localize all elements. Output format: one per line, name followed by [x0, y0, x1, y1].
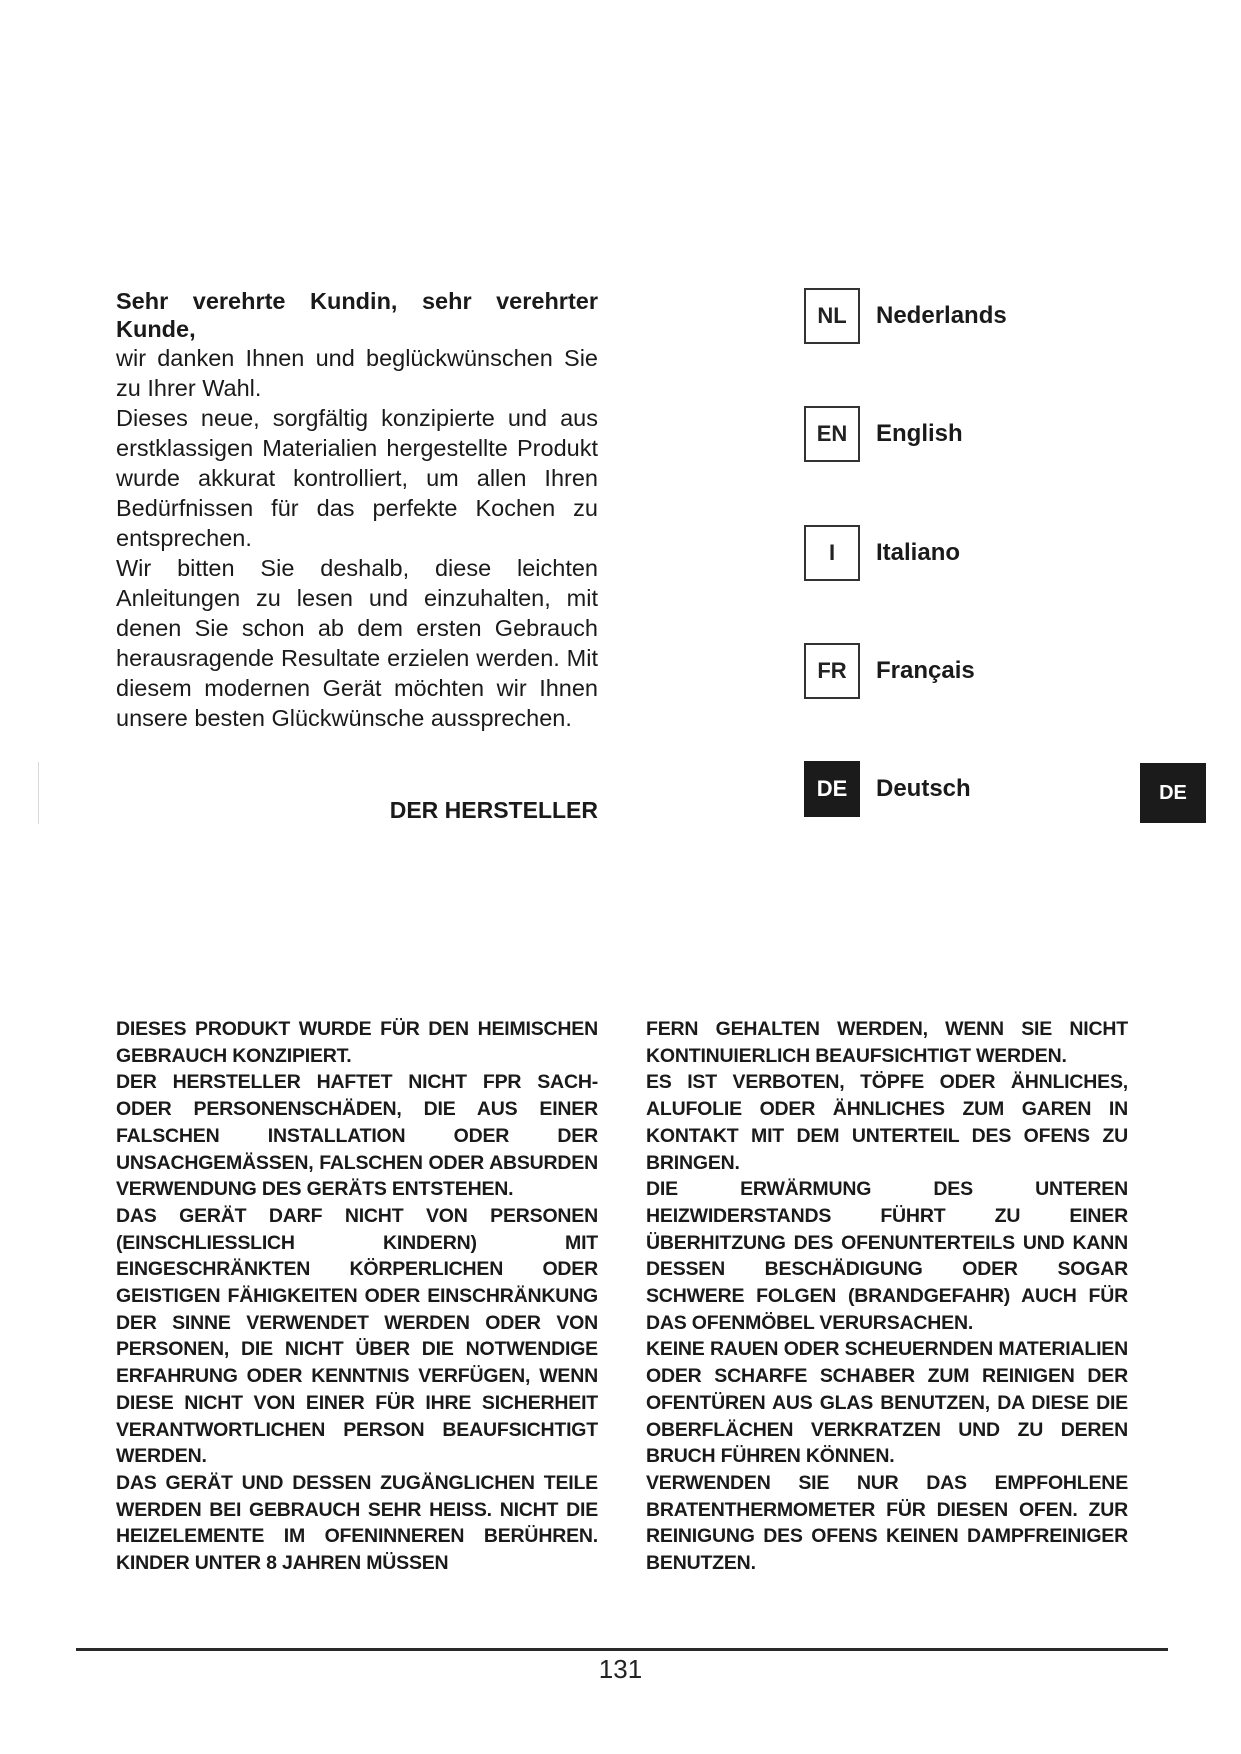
safety-paragraph: DIESES PRODUKT WURDE FÜR DEN HEIMISCHEN GEBRAUCH KONZIPIERT. [116, 1018, 598, 1067]
signature: DER HERSTELLER [389, 797, 598, 823]
language-code-box: I [804, 525, 860, 581]
safety-paragraph: DER HERSTELLER HAFTET NICHT FPR SACH- ODER PERSONENSCHÄDEN, DIE AUS EINER FALSCHEN INSTALLATION ODER DER UNSACHGEMÄSSEN, FALSCHEN ODER ABSURDEN VERWENDUNG DES GERÄTS ENTSTEHEN. [116, 1071, 598, 1201]
section-tab-de: DE [1140, 763, 1206, 823]
safety-paragraph: VERWENDEN SIE NUR DAS EMPFOHLENE BRATENTHERMOMETER FÜR DIESEN OFEN. ZUR REINIGUNG DES OFENS KEINEN DAMPFREINIGER BENUTZEN. [646, 1471, 1128, 1575]
language-name: Deutsch [876, 775, 971, 802]
language-item-en[interactable] [804, 406, 1224, 466]
intro-paragraph: wir danken Ihnen und beglückwünschen Sie zu Ihrer Wahl. [116, 345, 598, 401]
footer-rule [76, 1648, 1168, 1651]
safety-column-left [116, 1016, 598, 1577]
language-name: Italiano [876, 539, 961, 566]
margin-line [38, 762, 39, 824]
language-code-box-active: DE [804, 761, 860, 817]
safety-paragraph: KEINE RAUEN ODER SCHEUERNDEN MATERIALIEN ODER SCHARFE SCHABER ZUM REINIGEN DER OFENTÜREN AUS GLAS BENUTZEN, DA DIESE DIE OBERFLÄCHEN VERKRATZEN UND ZU DEREN BRUCH FÜHREN KÖNNEN. [646, 1338, 1128, 1468]
safety-paragraph: DAS GERÄT DARF NICHT VON PERSONEN (EINSCHLIESSLICH KINDERN) MIT EINGESCHRÄNKTEN KÖRPERLICHEN ODER GEISTIGEN FÄHIGKEITEN ODER EINSCHRÄNKUNG DER SINNE VERWENDET WERDEN ODER VON PERSONEN, DIE NICHT ÜBER DIE NOTWENDIGE ERFAHRUNG ODER KENNTNIS VERFÜGEN, WENN DIESE NICHT VON EINER FÜR IHRE SICHERHEIT VERANTWORTLICHEN PERSON BEAUFSICHTIGT WERDEN. [116, 1204, 598, 1468]
intro-letter [116, 287, 598, 823]
intro-paragraph: Dieses neue, sorgfältig konzipierte und aus erstklassigen Materialien hergestellte Produkt wurde akkurat kontrolliert, um allen Ihren Bedürfnissen für das perfekte Kochen zu entsprechen. [116, 405, 598, 551]
page-number: 131 [598, 1654, 643, 1684]
safety-paragraph: FERN GEHALTEN WERDEN, WENN SIE NICHT KONTINUIERLICH BEAUFSICHTIGT WERDEN. [646, 1018, 1128, 1067]
language-code-box: EN [804, 406, 860, 462]
safety-column-right [646, 1016, 1128, 1577]
language-name: Nederlands [876, 302, 1007, 329]
language-code-box: FR [804, 643, 860, 699]
language-item-fr[interactable] [804, 643, 1224, 703]
safety-paragraph: DIE ERWÄRMUNG DES UNTEREN HEIZWIDERSTANDS FÜHRT ZU EINER ÜBERHITZUNG DES OFENUNTERTEILS UND KANN DESSEN BESCHÄDIGUNG ODER SOGAR SCHWERE FOLGEN (BRANDGEFAHR) AUCH FÜR DAS OFENMÖBEL VERURSACHEN. [646, 1178, 1128, 1334]
safety-paragraph: ES IST VERBOTEN, TÖPFE ODER ÄHNLICHES, ALUFOLIE ODER ÄHNLICHES ZUM GAREN IN KONTAKT MIT DEM UNTERTEIL DES OFENS ZU BRINGEN. [646, 1071, 1128, 1174]
language-item-it[interactable] [804, 525, 1224, 585]
language-name: Français [876, 657, 975, 684]
intro-paragraph: Wir bitten Sie deshalb, diese leichten Anleitungen zu lesen und einzuhalten, mit denen Sie schon ab dem ersten Gebrauch herausragende Resultate erzielen werden. Mit diesem modernen Gerät möchten wir Ihnen unsere besten Glückwünsche aussprechen. [116, 555, 598, 731]
language-code-box: NL [804, 288, 860, 344]
language-name: English [876, 420, 963, 447]
safety-paragraph: DAS GERÄT UND DESSEN ZUGÄNGLICHEN TEILE WERDEN BEI GEBRAUCH SEHR HEISS. NICHT DIE HEIZELEMENTE IM OFENINNEREN BERÜHREN. KINDER UNTER 8 JAHREN MÜSSEN [116, 1471, 598, 1575]
greeting: Sehr verehrte Kundin, sehr verehrter Kunde, [116, 288, 598, 342]
language-item-nl[interactable] [804, 288, 1224, 348]
